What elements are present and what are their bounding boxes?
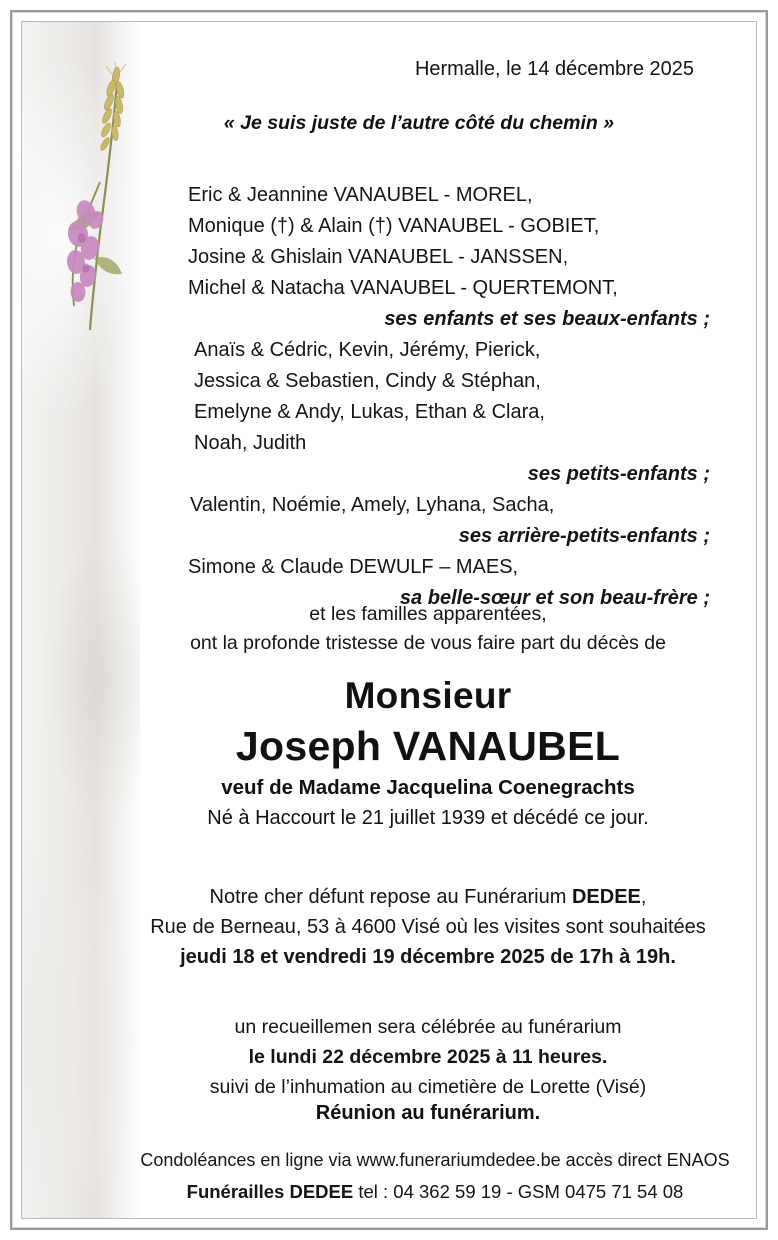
deceased-title: Monsieur (344, 675, 512, 716)
intro-line: ont la profonde tristesse de vous faire part du décès de (190, 632, 666, 654)
deceased-name: Joseph VANAUBEL (235, 723, 621, 769)
reunion-line: Réunion au funérarium. (315, 1102, 541, 1124)
funerarium-address: Rue de Berneau, 53 à 4600 Visé où les visites sont souhaitées (150, 916, 706, 938)
child-line: Michel & Natacha VANAUBEL - QUERTEMONT, (188, 277, 618, 299)
family-block (188, 180, 728, 614)
funerarium-suffix: , (640, 886, 647, 908)
ceremony-line-3: suivi de l’inhumation au cimetière de Lorette (Visé) (209, 1076, 647, 1098)
memorial-card-inner (21, 21, 757, 1219)
intro-block (140, 600, 716, 658)
contact-line (140, 1176, 730, 1208)
child-line: Eric & Jeannine VANAUBEL - MOREL, (188, 184, 533, 206)
deceased-dates-line: Né à Haccourt le 21 juillet 1939 et décédé ce jour. (207, 807, 649, 829)
child-line: Monique (†) & Alain (†) VANAUBEL - GOBIET, (188, 215, 600, 237)
funeral-company-contact: tel : 04 362 59 19 - GSM 0475 71 54 08 (353, 1181, 684, 1202)
date-line: Hermalle, le 14 décembre 2025 (414, 58, 694, 80)
inlaw-line: Simone & Claude DEWULF – MAES, (188, 556, 519, 578)
funerarium-block (140, 882, 716, 972)
ceremony-block (140, 1012, 716, 1102)
great-grandchild-line: Valentin, Noémie, Amely, Lyhana, Sacha, (190, 494, 555, 516)
grandchild-line: Emelyne & Andy, Lukas, Ethan & Clara, (194, 401, 545, 423)
grandchild-line: Jessica & Sebastien, Cindy & Stéphan, (194, 370, 541, 392)
child-line: Josine & Ghislain VANAUBEL - JANSSEN, (188, 246, 569, 268)
condolences-line: Condoléances en ligne via www.funerariumdedee.be accès direct ENAOS (140, 1150, 730, 1170)
funeral-company-name: Funérailles DEDEE (186, 1181, 354, 1202)
memorial-text-content (140, 22, 756, 1218)
grandchild-line: Anaïs & Cédric, Kevin, Jérémy, Pierick, (194, 339, 541, 361)
children-role-label: ses enfants et ses beaux-enfants ; (384, 308, 710, 330)
grandchild-line: Noah, Judith (194, 432, 307, 454)
intro-line: et les familles apparentées, (309, 603, 547, 625)
ceremony-line-2: le lundi 22 décembre 2025 à 11 heures. (248, 1046, 608, 1068)
memorial-card (10, 10, 768, 1230)
footer-block (140, 1144, 730, 1208)
deceased-spouse-line: veuf de Madame Jacquelina Coenegrachts (221, 776, 635, 799)
funerarium-line-1 (140, 882, 716, 912)
ceremony-line-1: un recueillemen sera célébrée au funérarium (234, 1016, 622, 1038)
inlaw-role-label: sa belle-sœur et son beau-frère ; (399, 587, 710, 609)
funerarium-name: DEDEE (571, 886, 641, 908)
funerarium-visits: jeudi 18 et vendredi 19 décembre 2025 de 17h à 19h. (180, 946, 676, 968)
deceased-block (140, 672, 716, 833)
great-grandchildren-role-label: ses arrière-petits-enfants ; (458, 525, 710, 547)
grandchildren-role-label: ses petits-enfants ; (527, 463, 710, 485)
quote-line: « Je suis juste de l’autre côté du chemin » (223, 112, 615, 134)
funerarium-prefix: Notre cher défunt repose au Funérarium (209, 886, 572, 908)
